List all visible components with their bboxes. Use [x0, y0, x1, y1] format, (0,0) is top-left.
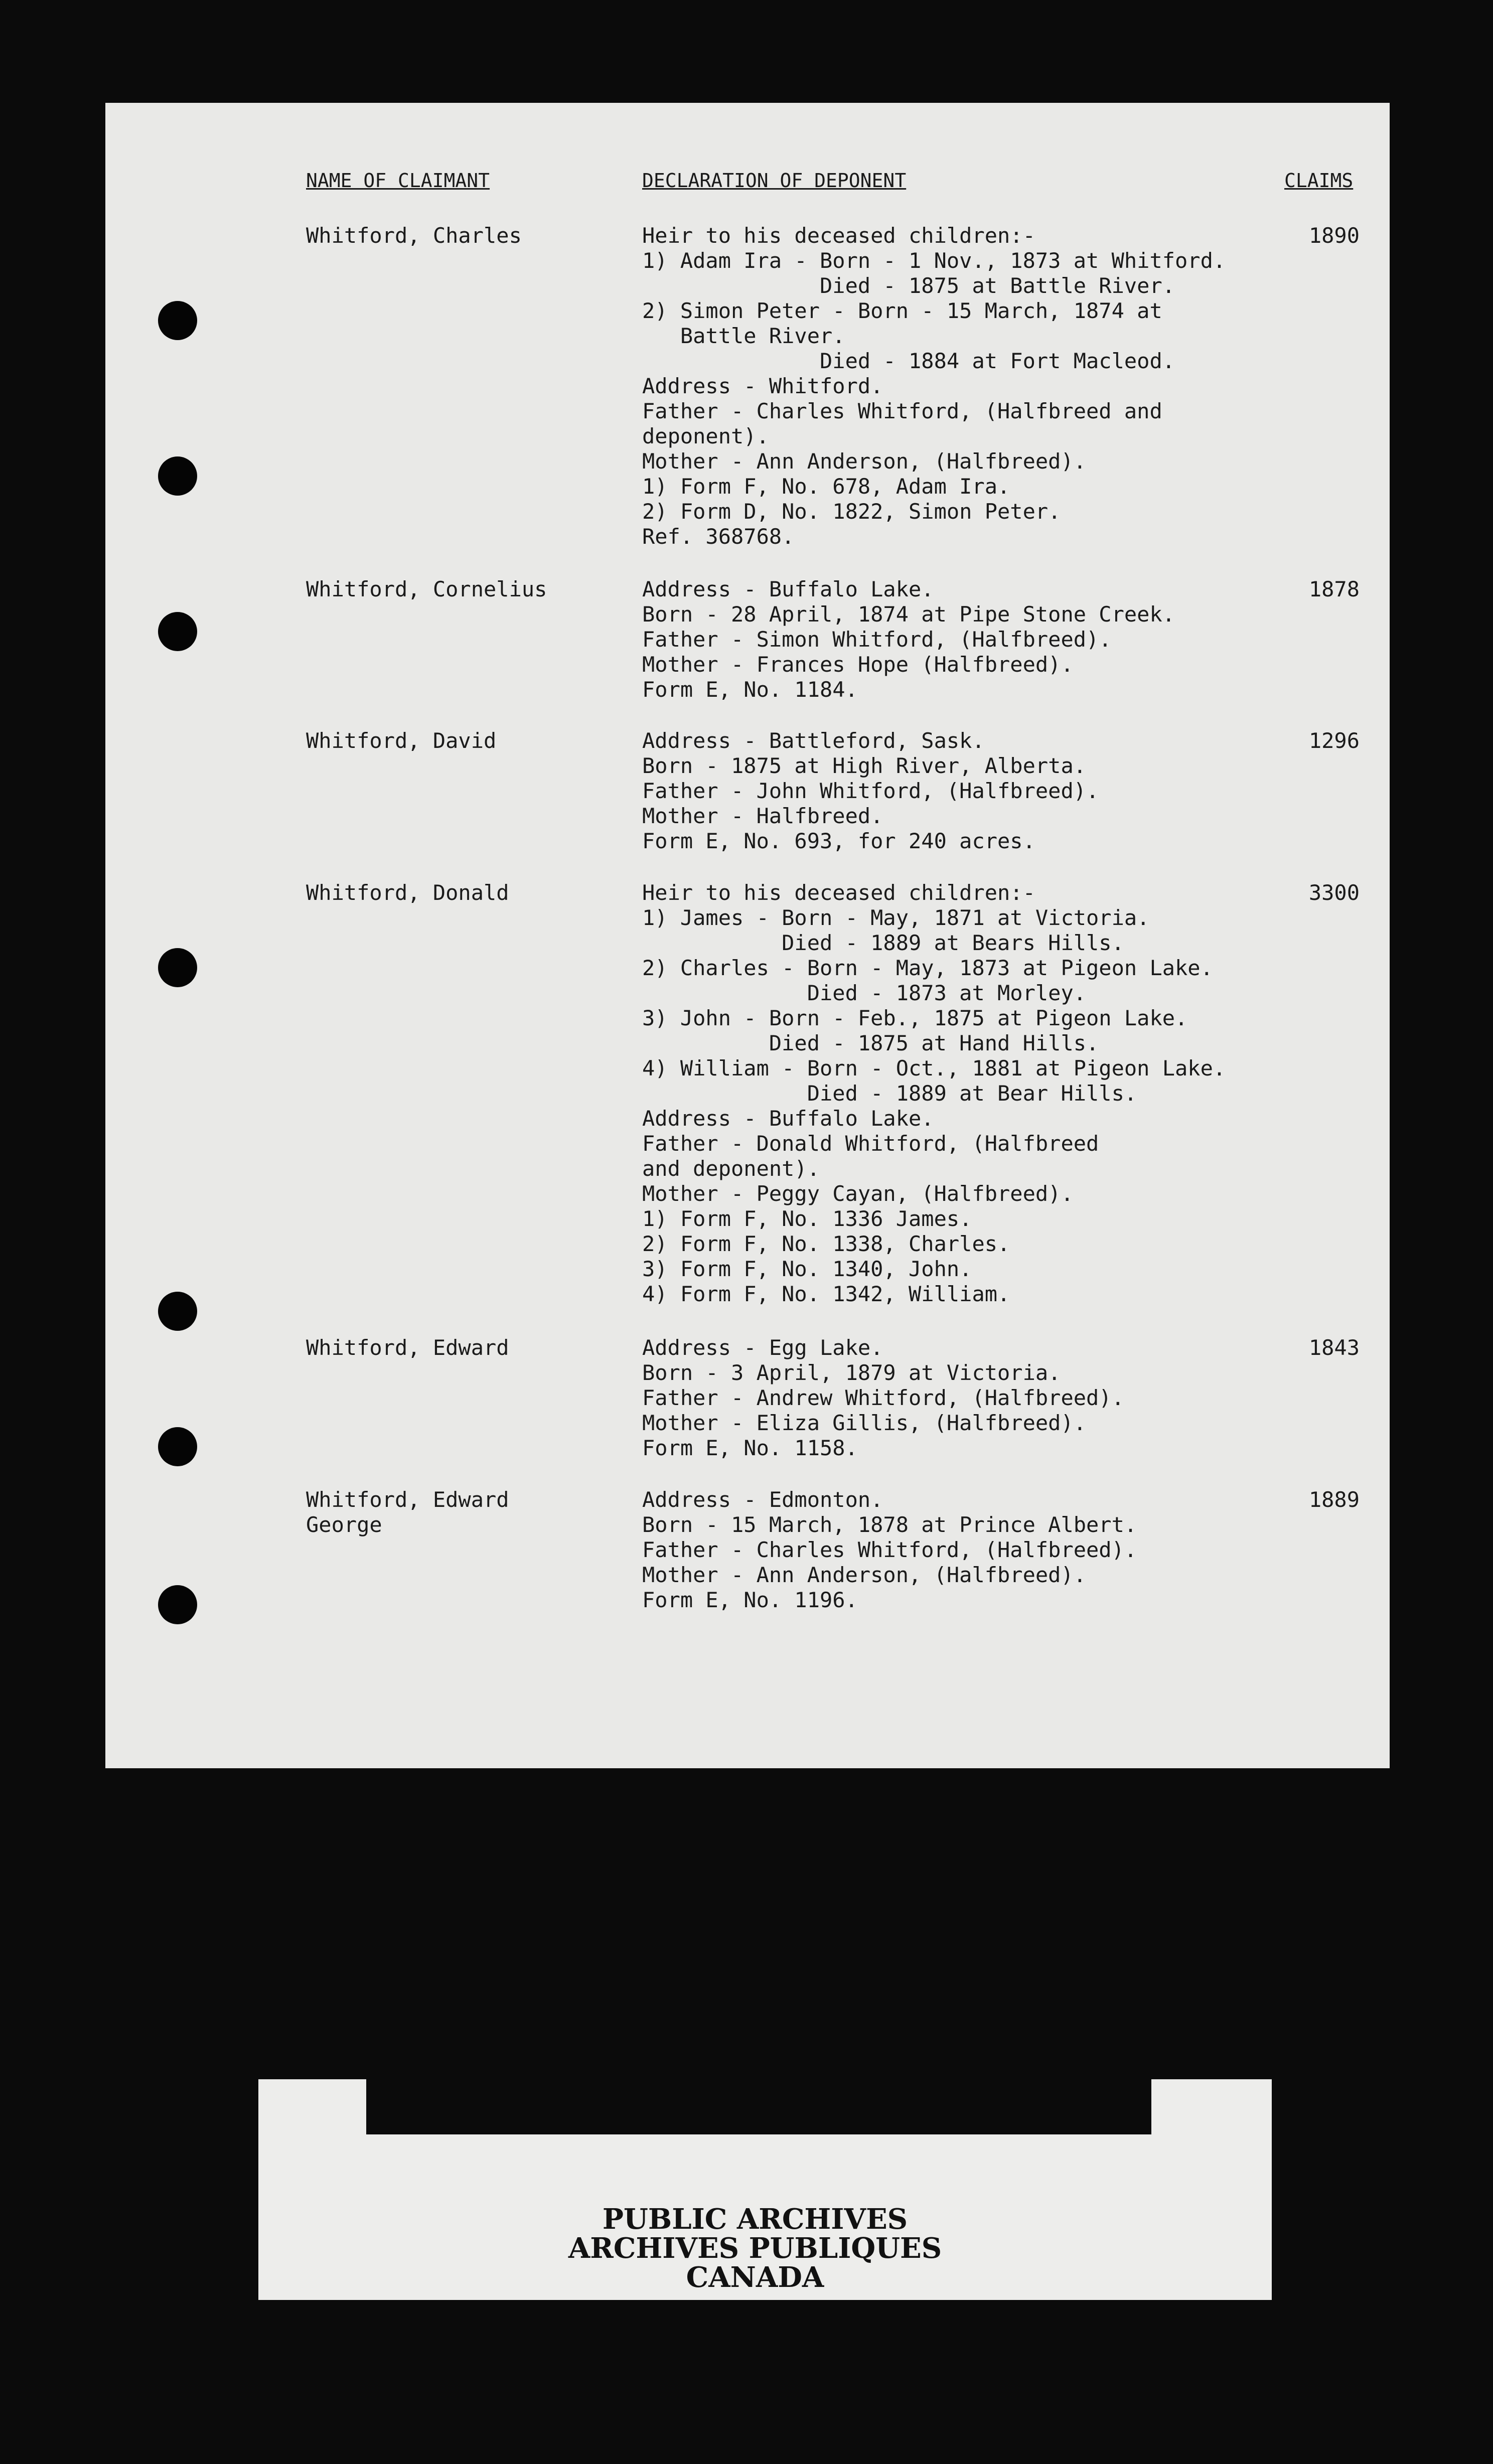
archive-stamp — [492, 2205, 1018, 2292]
declaration-line: and deponent). — [642, 1156, 820, 1181]
claim-number: 1878 — [1308, 577, 1360, 601]
punch-hole — [158, 1585, 197, 1624]
declaration-text — [642, 1335, 1269, 1461]
declaration-line: Died - 1884 at Fort Macleod. — [642, 349, 1175, 373]
punch-hole — [158, 1292, 197, 1331]
declaration-line: Mother - Frances Hope (Halfbreed). — [642, 652, 1074, 677]
declaration-line: 3) John - Born - Feb., 1875 at Pigeon Lake. — [642, 1006, 1188, 1030]
declaration-line: Mother - Peggy Cayan, (Halfbreed). — [642, 1181, 1074, 1206]
declaration-line: Died - 1889 at Bears Hills. — [642, 931, 1124, 955]
declaration-line: 1) James - Born - May, 1871 at Victoria. — [642, 905, 1150, 930]
declaration-line: 1) Form F, No. 1336 James. — [642, 1206, 972, 1231]
declaration-line: Father - Andrew Whitford, (Halfbreed). — [642, 1385, 1124, 1410]
declaration-line: Mother - Ann Anderson, (Halfbreed). — [642, 449, 1087, 474]
declaration-line: 2) Charles - Born - May, 1873 at Pigeon Lake. — [642, 956, 1213, 980]
declaration-line: 4) Form F, No. 1342, William. — [642, 1282, 1010, 1306]
declaration-line: Mother - Eliza Gillis, (Halfbreed). — [642, 1411, 1087, 1435]
archive-line-1: PUBLIC ARCHIVES — [602, 2203, 908, 2236]
declaration-line: Ref. 368768. — [642, 524, 795, 549]
declaration-line: Address - Buffalo Lake. — [642, 1106, 934, 1131]
declaration-line: deponent). — [642, 424, 769, 448]
punch-hole — [158, 456, 197, 496]
archive-label — [258, 2079, 1272, 2300]
header-name-of-claimant: NAME OF CLAIMANT — [306, 170, 490, 192]
declaration-line: 3) Form F, No. 1340, John. — [642, 1257, 972, 1281]
declaration-line: 2) Form F, No. 1338, Charles. — [642, 1231, 1010, 1256]
declaration-line: Died - 1875 at Hand Hills. — [642, 1031, 1099, 1055]
declaration-line: Died - 1873 at Morley. — [642, 981, 1087, 1005]
document-page — [105, 103, 1390, 1768]
punch-hole — [158, 948, 197, 987]
declaration-line: 2) Form D, No. 1822, Simon Peter. — [642, 499, 1061, 524]
punch-hole — [158, 301, 197, 340]
claim-number: 3300 — [1308, 880, 1360, 905]
declaration-line: 4) William - Born - Oct., 1881 at Pigeon Lake. — [642, 1056, 1226, 1081]
claimant-name: Whitford, David — [306, 728, 497, 753]
declaration-line: Form E, No. 693, for 240 acres. — [642, 829, 1035, 853]
declaration-line: Father - Charles Whitford, (Halfbreed and — [642, 399, 1162, 423]
declaration-text — [642, 880, 1269, 1307]
declaration-line: Father - Simon Whitford, (Halfbreed). — [642, 627, 1112, 652]
declaration-text — [642, 1487, 1269, 1613]
declaration-line: Address - Egg Lake. — [642, 1335, 883, 1360]
declaration-line: Heir to his deceased children:- — [642, 223, 1035, 248]
declaration-line: Died - 1875 at Battle River. — [642, 273, 1175, 298]
declaration-text — [642, 577, 1269, 702]
claim-number: 1296 — [1308, 728, 1360, 753]
declaration-text — [642, 223, 1269, 549]
declaration-line: Born - 15 March, 1878 at Prince Albert. — [642, 1512, 1137, 1537]
declaration-line: Battle River. — [642, 324, 845, 348]
declaration-line: Form E, No. 1196. — [642, 1588, 858, 1612]
declaration-line: Address - Buffalo Lake. — [642, 577, 934, 601]
punch-hole — [158, 612, 197, 651]
declaration-line: 1) Adam Ira - Born - 1 Nov., 1873 at Whitford. — [642, 248, 1226, 273]
archive-line-2: ARCHIVES PUBLIQUES — [568, 2232, 942, 2265]
declaration-line: Form E, No. 1184. — [642, 677, 858, 702]
declaration-line: Born - 28 April, 1874 at Pipe Stone Creek. — [642, 602, 1175, 627]
header-claims: CLAIMS — [1284, 170, 1354, 192]
declaration-line: Father - Charles Whitford, (Halfbreed). — [642, 1537, 1137, 1562]
declaration-line: Address - Battleford, Sask. — [642, 728, 985, 753]
declaration-line: Father - John Whitford, (Halfbreed). — [642, 779, 1099, 803]
declaration-line: Died - 1889 at Bear Hills. — [642, 1081, 1137, 1106]
declaration-text — [642, 728, 1269, 854]
claimant-name: Whitford, Cornelius — [306, 577, 547, 601]
claim-number: 1843 — [1308, 1335, 1360, 1360]
punch-hole — [158, 1427, 197, 1466]
claim-number: 1890 — [1308, 223, 1360, 248]
declaration-line: Born - 1875 at High River, Alberta. — [642, 753, 1087, 778]
label-notch — [366, 2079, 1151, 2134]
claimant-name: Whitford, Donald — [306, 880, 509, 905]
claimant-name: Whitford, Charles — [306, 223, 522, 248]
declaration-line: Form E, No. 1158. — [642, 1436, 858, 1460]
declaration-line: 2) Simon Peter - Born - 15 March, 1874 at — [642, 298, 1162, 323]
declaration-line: Born - 3 April, 1879 at Victoria. — [642, 1360, 1061, 1385]
declaration-line: 1) Form F, No. 678, Adam Ira. — [642, 474, 1010, 499]
declaration-line: Address - Edmonton. — [642, 1487, 883, 1512]
archive-line-3: CANADA — [686, 2261, 824, 2294]
declaration-line: Father - Donald Whitford, (Halfbreed — [642, 1131, 1099, 1156]
declaration-line: Heir to his deceased children:- — [642, 880, 1035, 905]
claimant-name: Whitford, Edward George — [306, 1487, 509, 1537]
declaration-line: Mother - Ann Anderson, (Halfbreed). — [642, 1563, 1087, 1587]
claimant-name: Whitford, Edward — [306, 1335, 509, 1360]
declaration-line: Mother - Halfbreed. — [642, 804, 883, 828]
header-declaration: DECLARATION OF DEPONENT — [642, 170, 907, 192]
declaration-line: Address - Whitford. — [642, 374, 883, 398]
claim-number: 1889 — [1308, 1487, 1360, 1512]
